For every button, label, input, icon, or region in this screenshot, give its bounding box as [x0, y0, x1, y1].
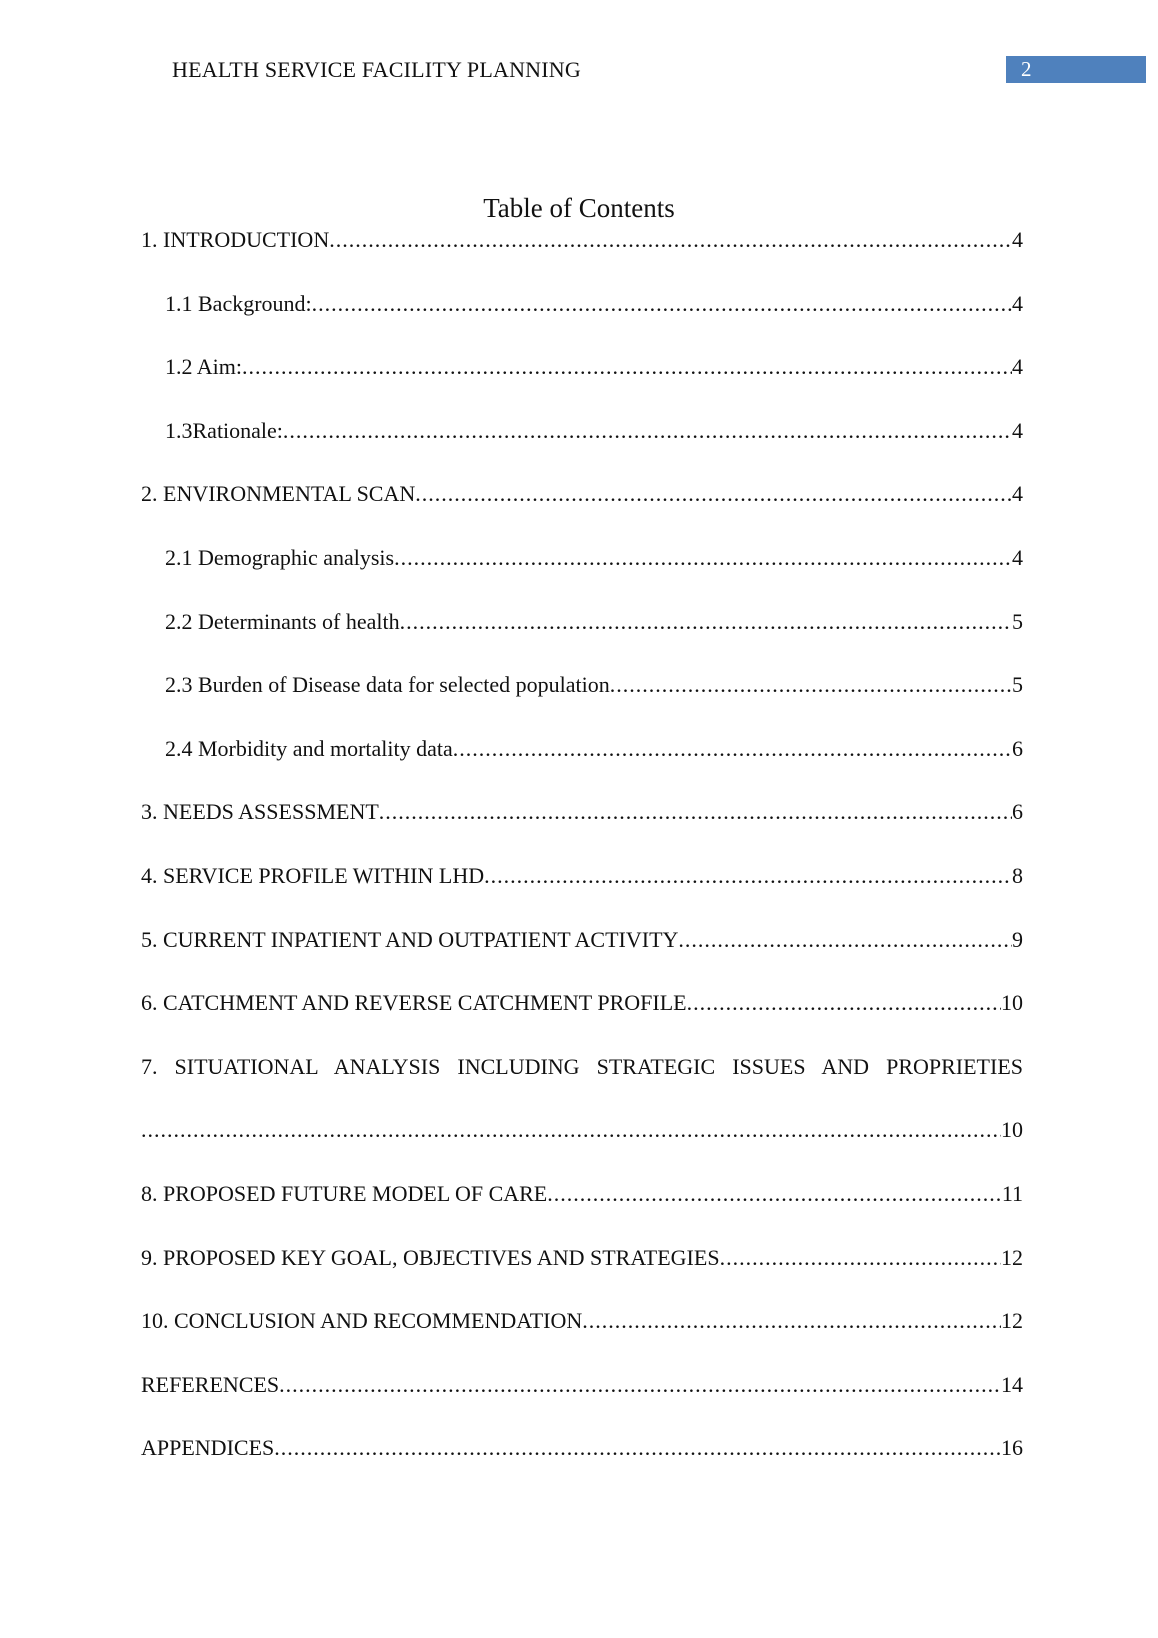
toc-entry[interactable] [141, 420, 1023, 484]
toc-entry-page: 12 [1001, 1310, 1023, 1334]
toc-entry[interactable] [141, 356, 1023, 420]
toc-entry-label: 5. CURRENT INPATIENT AND OUTPATIENT ACTIVITY [141, 928, 679, 952]
toc-entry-page: 5 [1012, 674, 1023, 698]
toc-entry-label: 7. SITUATIONAL ANALYSIS INCLUDING STRATEGIC ISSUES AND PROPRIETIES [141, 1055, 1023, 1079]
toc-entry[interactable] [141, 293, 1023, 357]
toc-entry-page: 12 [1001, 1246, 1023, 1270]
toc-entry-wrapped-line2[interactable] [141, 1119, 1023, 1183]
dot-leader [242, 356, 1012, 378]
dot-leader [379, 801, 1012, 823]
dot-leader [312, 293, 1012, 315]
toc-entry-page: 4 [1012, 356, 1023, 380]
toc-entry-label: 2. ENVIRONMENTAL SCAN [141, 483, 416, 507]
toc-entry-label: 2.1 Demographic analysis [165, 546, 395, 570]
dot-leader [610, 674, 1012, 696]
toc-entry-label: 1.3Rationale: [165, 419, 283, 443]
toc-entry-label: 2.2 Determinants of health [165, 610, 400, 634]
toc-entry-label: 3. NEEDS ASSESSMENT [141, 801, 379, 825]
toc-entry-label: 1.2 Aim: [165, 356, 243, 380]
toc-entry[interactable] [141, 1437, 1023, 1501]
toc-entry[interactable] [141, 992, 1023, 1056]
dot-leader [283, 420, 1012, 442]
toc-entry[interactable] [141, 865, 1023, 929]
toc-entry-label: REFERENCES [141, 1373, 280, 1397]
toc-entry-page: 14 [1001, 1373, 1023, 1397]
dot-leader [720, 1247, 1001, 1269]
page-number-badge: 2 [1006, 56, 1146, 83]
toc-entry-page: 4 [1012, 546, 1023, 570]
toc-entry-page: 4 [1012, 292, 1023, 316]
toc-entry[interactable] [141, 929, 1023, 993]
toc-entry-page: 6 [1012, 737, 1023, 761]
toc-entry-page: 11 [1001, 1182, 1023, 1206]
toc-entry-label: 6. CATCHMENT AND REVERSE CATCHMENT PROFILE [141, 992, 687, 1016]
toc-entry-page: 8 [1012, 864, 1023, 888]
toc-entry-page: 16 [1001, 1437, 1023, 1461]
toc-entry[interactable] [141, 674, 1023, 738]
toc-entry[interactable] [141, 1247, 1023, 1311]
running-header-title: HEALTH SERVICE FACILITY PLANNING [172, 57, 581, 82]
dot-leader [329, 229, 1012, 251]
dot-leader [547, 1183, 1002, 1205]
dot-leader [484, 865, 1012, 887]
toc-entry[interactable] [141, 483, 1023, 547]
toc-entry[interactable] [141, 1183, 1023, 1247]
toc-entry-label: 2.3 Burden of Disease data for selected population [165, 674, 610, 698]
dot-leader [400, 611, 1012, 633]
toc-entry[interactable] [141, 229, 1023, 293]
toc-entry[interactable] [141, 738, 1023, 802]
toc-entry-label: APPENDICES [141, 1437, 275, 1461]
toc-entry-page: 9 [1012, 928, 1023, 952]
table-of-contents [141, 229, 1023, 1501]
toc-entry-page: 10 [1001, 1119, 1023, 1143]
dot-leader [582, 1310, 1001, 1332]
dot-leader [141, 1119, 1001, 1141]
toc-entry-label: 4. SERVICE PROFILE WITHIN LHD [141, 864, 485, 888]
dot-leader [678, 929, 1012, 951]
dot-leader [279, 1374, 1001, 1396]
toc-entry-label: 1. INTRODUCTION [141, 229, 330, 252]
toc-entry-wrapped-line1[interactable] [141, 1056, 1023, 1120]
dot-leader [394, 547, 1012, 569]
toc-entry[interactable] [141, 547, 1023, 611]
toc-entry-label: 10. CONCLUSION AND RECOMMENDATION [141, 1310, 583, 1334]
toc-entry[interactable] [141, 801, 1023, 865]
toc-entry-page: 4 [1012, 419, 1023, 443]
toc-entry-page: 4 [1012, 229, 1023, 252]
toc-entry-page: 6 [1012, 801, 1023, 825]
toc-entry-page: 4 [1012, 483, 1023, 507]
dot-leader [415, 483, 1012, 505]
toc-entry[interactable] [141, 1310, 1023, 1374]
toc-entry-label: 2.4 Morbidity and mortality data [165, 737, 453, 761]
toc-title: Table of Contents [483, 193, 675, 223]
toc-entry[interactable] [141, 1374, 1023, 1438]
dot-leader [274, 1437, 1001, 1459]
dot-leader [687, 992, 1001, 1014]
toc-entry[interactable] [141, 611, 1023, 675]
toc-entry-page: 10 [1001, 992, 1023, 1016]
toc-entry-label: 9. PROPOSED KEY GOAL, OBJECTIVES AND STRATEGIES [141, 1246, 720, 1270]
toc-entry-label: 8. PROPOSED FUTURE MODEL OF CARE [141, 1182, 548, 1206]
toc-entry-label: 1.1 Background: [165, 292, 312, 316]
toc-entry-page: 5 [1012, 610, 1023, 634]
dot-leader [453, 738, 1012, 760]
